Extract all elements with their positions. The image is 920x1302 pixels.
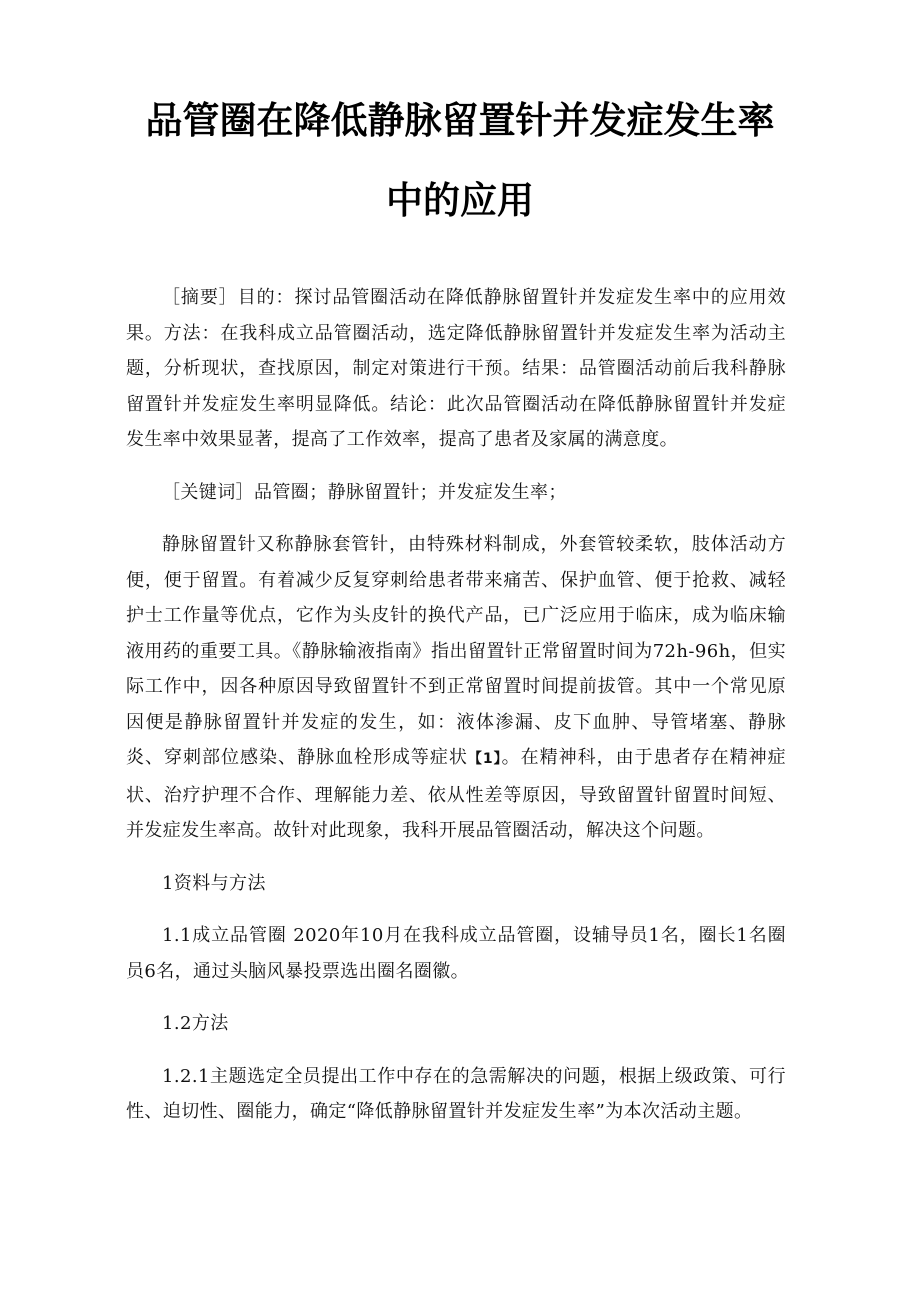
section-1-1-paragraph: 1.1成立品管圈 2020年10月在我科成立品管圈，设辅导员1名，圈长1名圈员6名，通过头脑风暴投票选出圈名圈徽。: [126, 925, 786, 982]
section-heading-1: 1资料与方法: [162, 872, 266, 894]
section-1-2-1-paragraph: 1.2.1主题选定全员提出工作中存在的急需解决的问题，根据上级政策、可行性、迫切性、圈能力，确定“降低静脉留置针并发症发生率”为本次活动主题。: [126, 1065, 786, 1122]
intro-text-part1: 静脉留置针又称静脉套管针，由特殊材料制成，外套管较柔软，肢体活动方便，便于留置。有着减少反复穿刺给患者带来痛苦、保护血管、便于抢救、减轻护士工作量等优点，它作为头皮针的换代产品，已广泛应用于临床，成为临床输液用药的重要工具。《静脉输液指南》指出留置针正常留置时间为72h-96h，但实际工作中，因各种原因导致留置针不到正常留置时间提前拔管。其中一个常见原因便是静脉留置针并发症的发生，如：液体渗漏、皮下血肿、导管堵塞、静脉炎、穿刺部位感染、静脉血栓形成等症状: [126, 534, 786, 768]
abstract-paragraph: ［摘要］目的：探讨品管圈活动在降低静脉留置针并发症发生率中的应用效果。方法：在我科成立品管圈活动，选定降低静脉留置针并发症发生率为活动主题，分析现状，查找原因，制定对策进行干预。结果：品管圈活动前后我科静脉留置针并发症发生率明显降低。结论：此次品管圈活动在降低静脉留置针并发症发生率中效果显著，提高了工作效率，提高了患者及家属的满意度。: [126, 287, 786, 450]
keywords-paragraph: ［关键词］品管圈；静脉留置针；并发症发生率；: [162, 481, 567, 503]
document-title-line2: 中的应用: [386, 179, 534, 222]
citation-reference: 【1】: [467, 751, 502, 767]
section-heading-1-2: 1.2方法: [162, 1013, 229, 1034]
document-title-line1: 品管圈在降低静脉留置针并发症发生率: [145, 99, 775, 142]
introduction-paragraph: [126, 527, 786, 849]
intro-text-part2: 。在精神科，由于患者存在精神症状、治疗护理不合作、理解能力差、依从性差等原因，导致留置针留置时间短、并发症发生率高。故针对此现象，我科开展品管圈活动，解决这个问题。: [126, 747, 786, 841]
document-body: [126, 280, 786, 1130]
